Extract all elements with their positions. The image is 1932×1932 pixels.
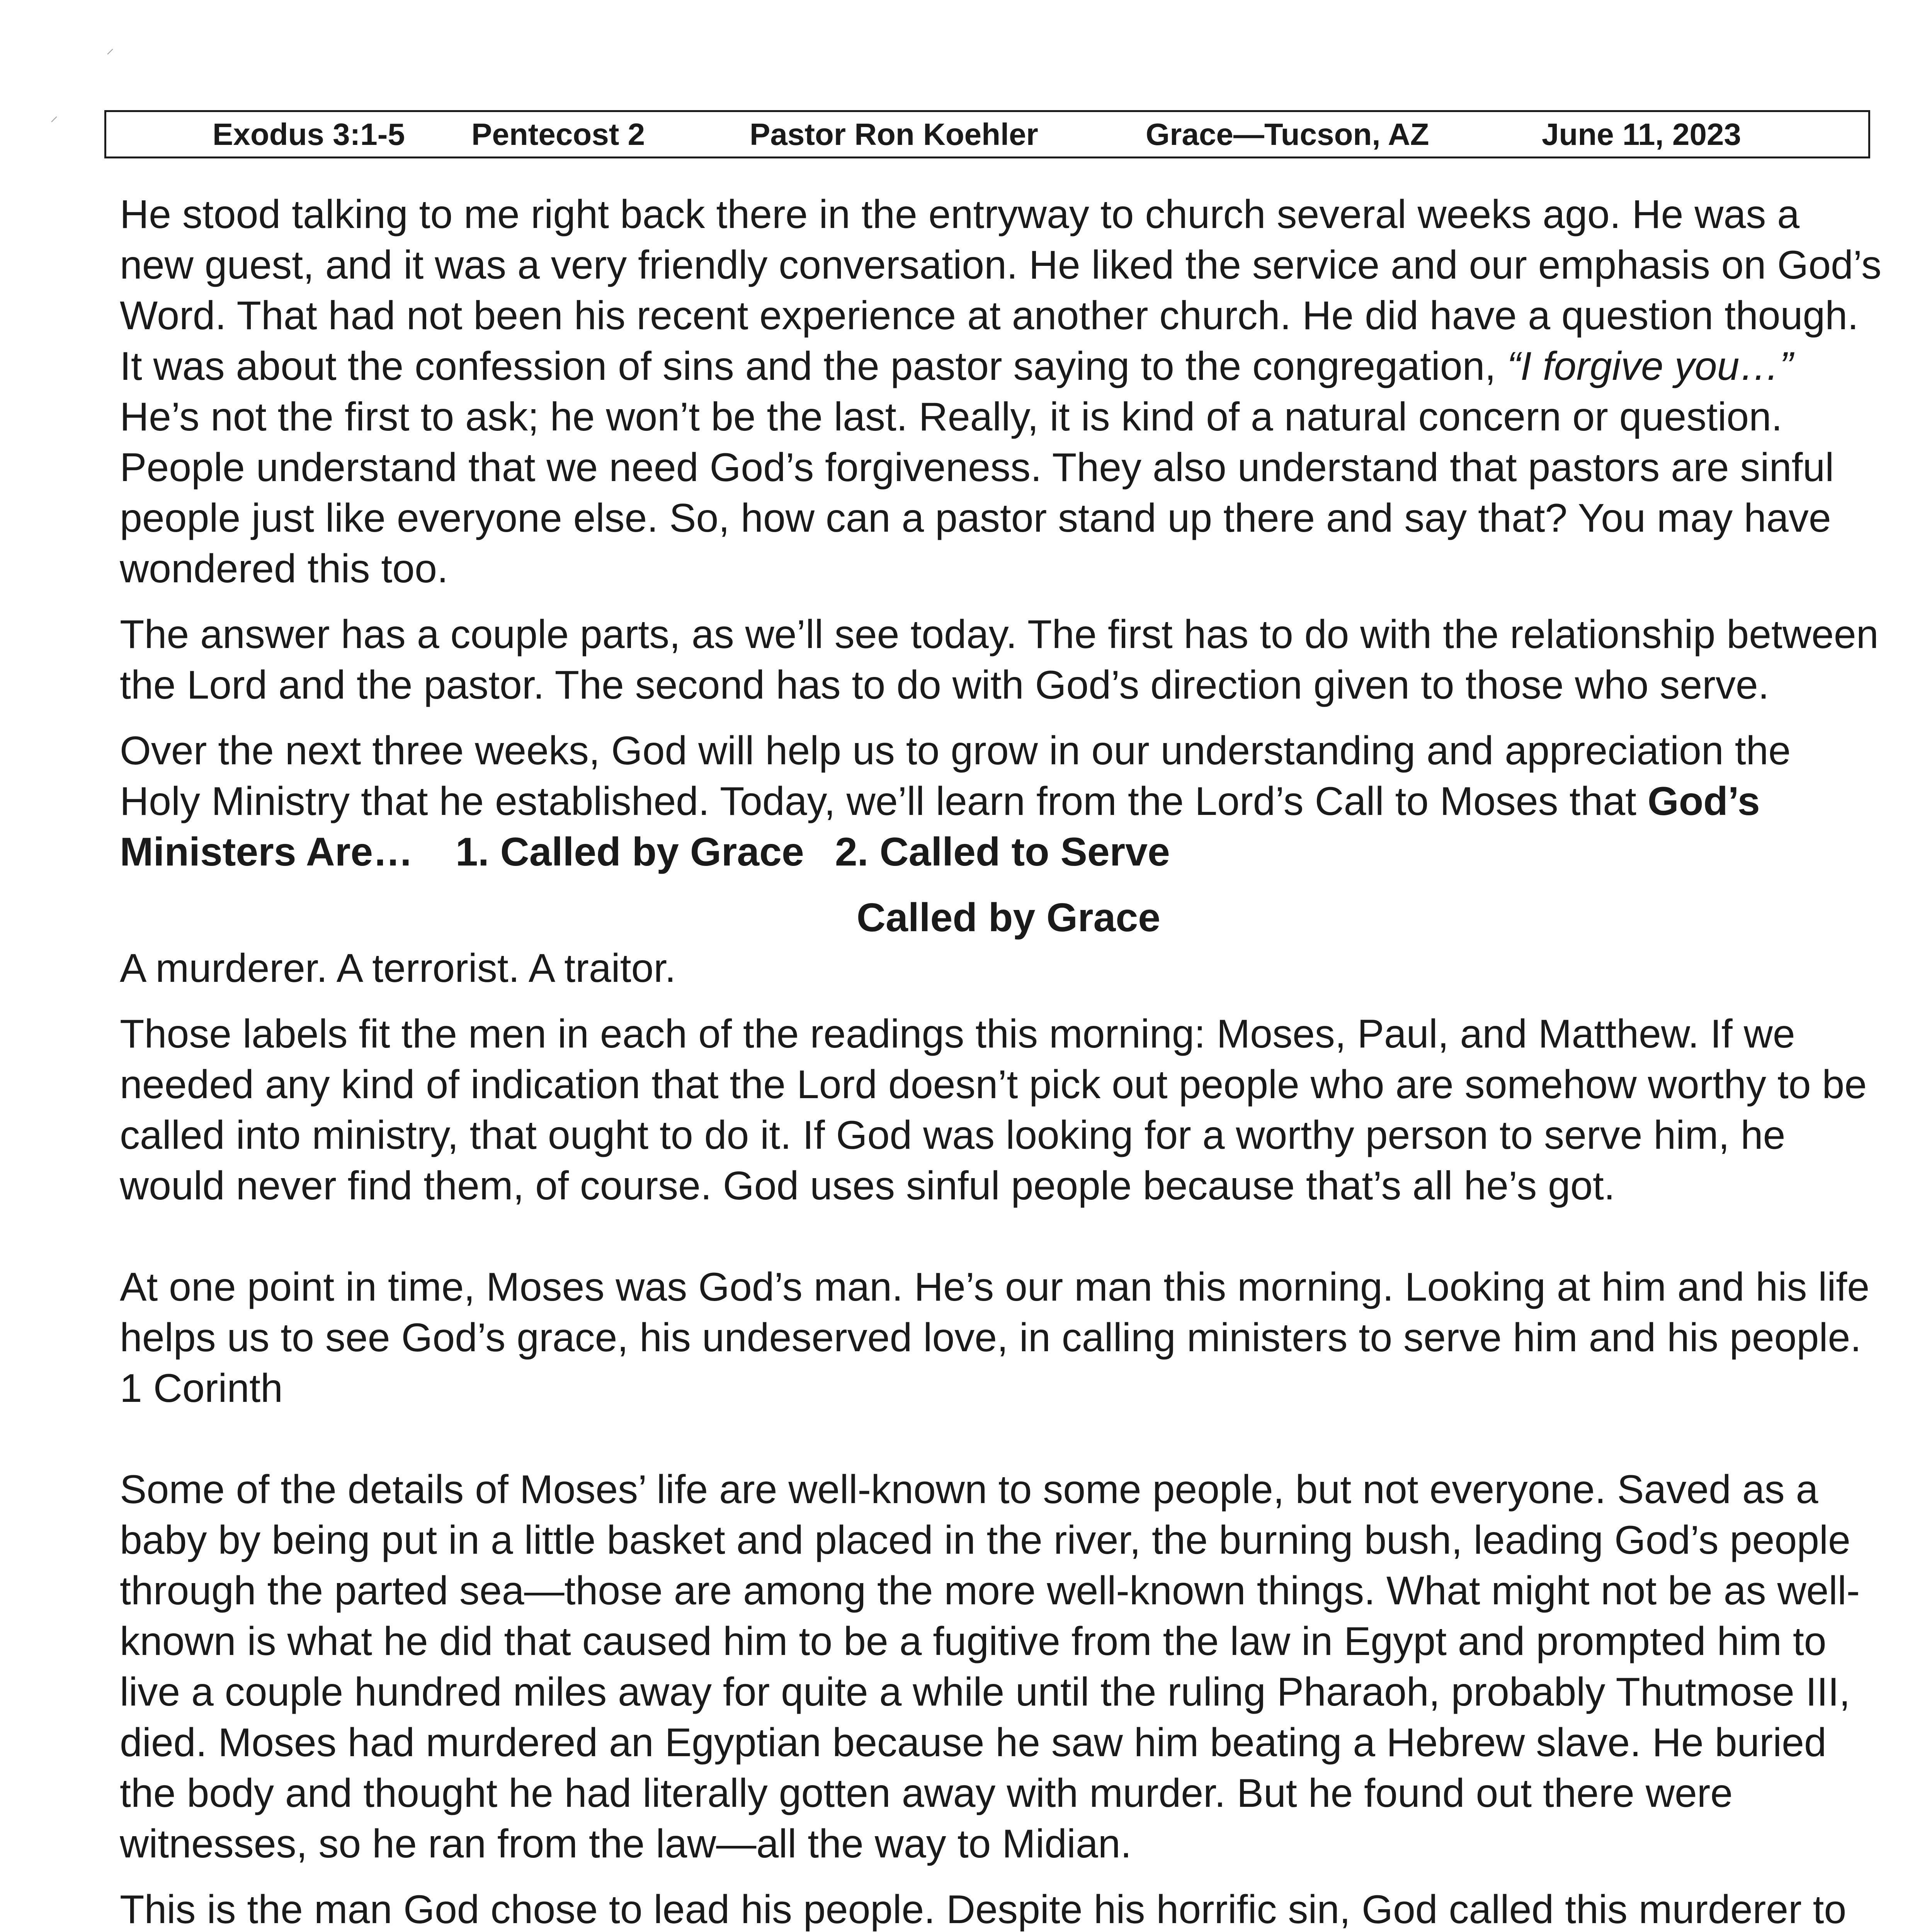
sermon-theme: God’s Ministers Are… — [120, 779, 1760, 874]
header-occasion: Pentecost 2 — [471, 117, 645, 151]
paragraph-theme — [120, 726, 1882, 878]
header-date: June 11, 2023 — [1542, 117, 1741, 151]
sermon-body — [120, 189, 1882, 1932]
paragraph-labels: A murderer. A terrorist. A traitor. — [120, 946, 676, 991]
sermon-part-2: 2. Called to Serve — [835, 830, 1170, 874]
paragraph-moses-life: Some of the details of Moses’ life are well-known to some people, but not everyone. Saved as a baby by being put in a little basket and placed in the river, the burning bush, leading God’s people through the parted sea—those are among the more well-known things. What might not be as well-known is what he did that caused him to be a fugitive from the law in Egypt and prompted him to live a couple hundred miles away for quite a while until the ruling Pharaoh, probably Thutmose III, died. Moses had murdered an Egyptian because he saw him beating a Hebrew slave. He buried the body and thought he had literally gotten away with murder. But he found out there were witnesses, so he ran from the law—all the way to Midian. — [120, 1467, 1860, 1866]
sermon-part-1: 1. Called by Grace — [456, 830, 804, 874]
paragraph-chosen — [120, 1884, 1882, 1932]
sermon-header-box — [104, 110, 1870, 158]
quote-text: “I forgive you…” — [1507, 344, 1793, 389]
paragraph-text: This is the man God chose to lead his people. Despite his horrific sin, God called this murderer to — [120, 1887, 1847, 1932]
paragraph-intro — [120, 189, 1882, 594]
paragraph-readings: Those labels fit the men in each of the readings this morning: Moses, Paul, and Matthew. If we needed any kind of indication that the Lord doesn’t pick out people who are somehow worthy to be called into ministry, that ought to do it. If God was looking for a worthy person to serve him, he would never find them, of course. God uses sinful people because that’s all he’s got. — [120, 1012, 1867, 1208]
header-church: Grace—Tucson, AZ — [1146, 117, 1429, 151]
paragraph-text: He’s not the first to ask; he won’t be the last. Really, it is kind of a natural concern or question. People understand that we need God’s forgiveness. They also understand that pastors are sinful people just like everyone else. So, how can a pastor stand up there and say that? You may have wondered this too. — [120, 395, 1834, 591]
scan-speck: ⸝ — [50, 107, 58, 124]
paragraph-text: He stood talking to me right back there in the entryway to church several weeks ago. He was a new guest, and it was a very friendly conversation. He liked the service and our emphasis on God’s Word. That had not been his recent experience at another church. He did have a question though. It was about the confession of sins and the pastor saying to the congregation, — [120, 192, 1882, 389]
header-scripture: Exodus 3:1-5 — [213, 117, 405, 151]
header-pastor: Pastor Ron Koehler — [750, 117, 1038, 151]
scan-speck: ⸝ — [106, 40, 114, 57]
paragraph-moses: At one point in time, Moses was God’s man. He’s our man this morning. Looking at him and his life helps us to see God’s grace, his undeserved love, in calling ministers to serve him and his people. 1 Corinth — [120, 1265, 1870, 1411]
paragraph-answer: The answer has a couple parts, as we’ll see today. The first has to do with the relationship between the Lord and the pastor. The second has to do with God’s direction given to those who serve. — [120, 612, 1879, 707]
section-heading: Called by Grace — [856, 895, 1161, 940]
paragraph-text: Over the next three weeks, God will help us to grow in our understanding and appreciation the Holy Ministry that he established. Today, we’ll learn from the Lord’s Call to Moses that — [120, 728, 1791, 824]
